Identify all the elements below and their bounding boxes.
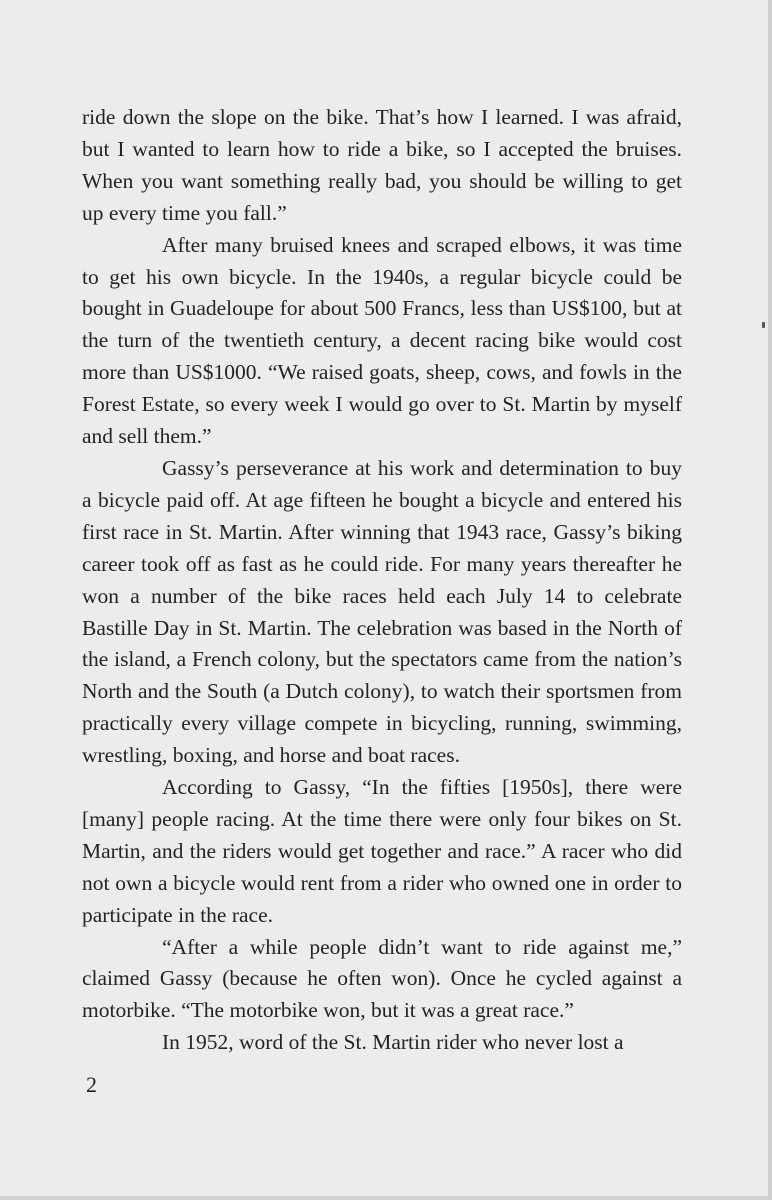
paragraph-1: ride down the slope on the bike. That’s how I learned. I was afraid, but I wanted to learn how to ride a bike, so I accepted the bruises. When you want something really bad, you should be willing to get up every time you fall.”	[82, 105, 682, 225]
paragraph-3: Gassy’s perseverance at his work and determination to buy a bicycle paid off. At age fifteen he bought a bicycle and entered his first race in St. Martin. After winning that 1943 race, Gassy’s biking career took off as fast as he could ride. For many years thereafter he won a number of the bike races held each July 14 to celebrate Bastille Day in St. Martin. The celebration was based in the North of the island, a French colony, but the spectators came from the nation’s North and the South (a Dutch colony), to watch their sportsmen from practically every village compete in bicycling, running, swimming, wrestling, boxing, and horse and boat races.	[82, 455, 682, 768]
page-number: 2	[86, 1072, 97, 1097]
paragraph-2: After many bruised knees and scraped elbows, it was time to get his own bicycle. In the 1940s, a regular bicycle could be bought in Guadeloupe for about 500 Francs, less than US$100, but at the turn of the twentieth century, a decent racing bike would cost more than US$1000. “We raised goats, sheep, cows, and fowls in the Forest Estate, so every week I would go over to St. Martin by myself and sell them.”	[82, 232, 682, 449]
body-text	[82, 102, 682, 1059]
paragraph-4: According to Gassy, “In the fifties [1950s], there were [many] people racing. At the time there were only four bikes on St. Martin, and the riders would get together and race.” A racer who did not own a bicycle would rent from a rider who owned one in order to participate in the race.	[82, 775, 682, 927]
paper-speck	[762, 322, 765, 328]
paragraph-6: In 1952, word of the St. Martin rider who never lost a	[162, 1030, 624, 1055]
paragraph-5: “After a while people didn’t want to ride against me,” claimed Gassy (because he often won). Once he cycled against a motorbike. “The motorbike won, but it was a great race.”	[82, 934, 682, 1023]
